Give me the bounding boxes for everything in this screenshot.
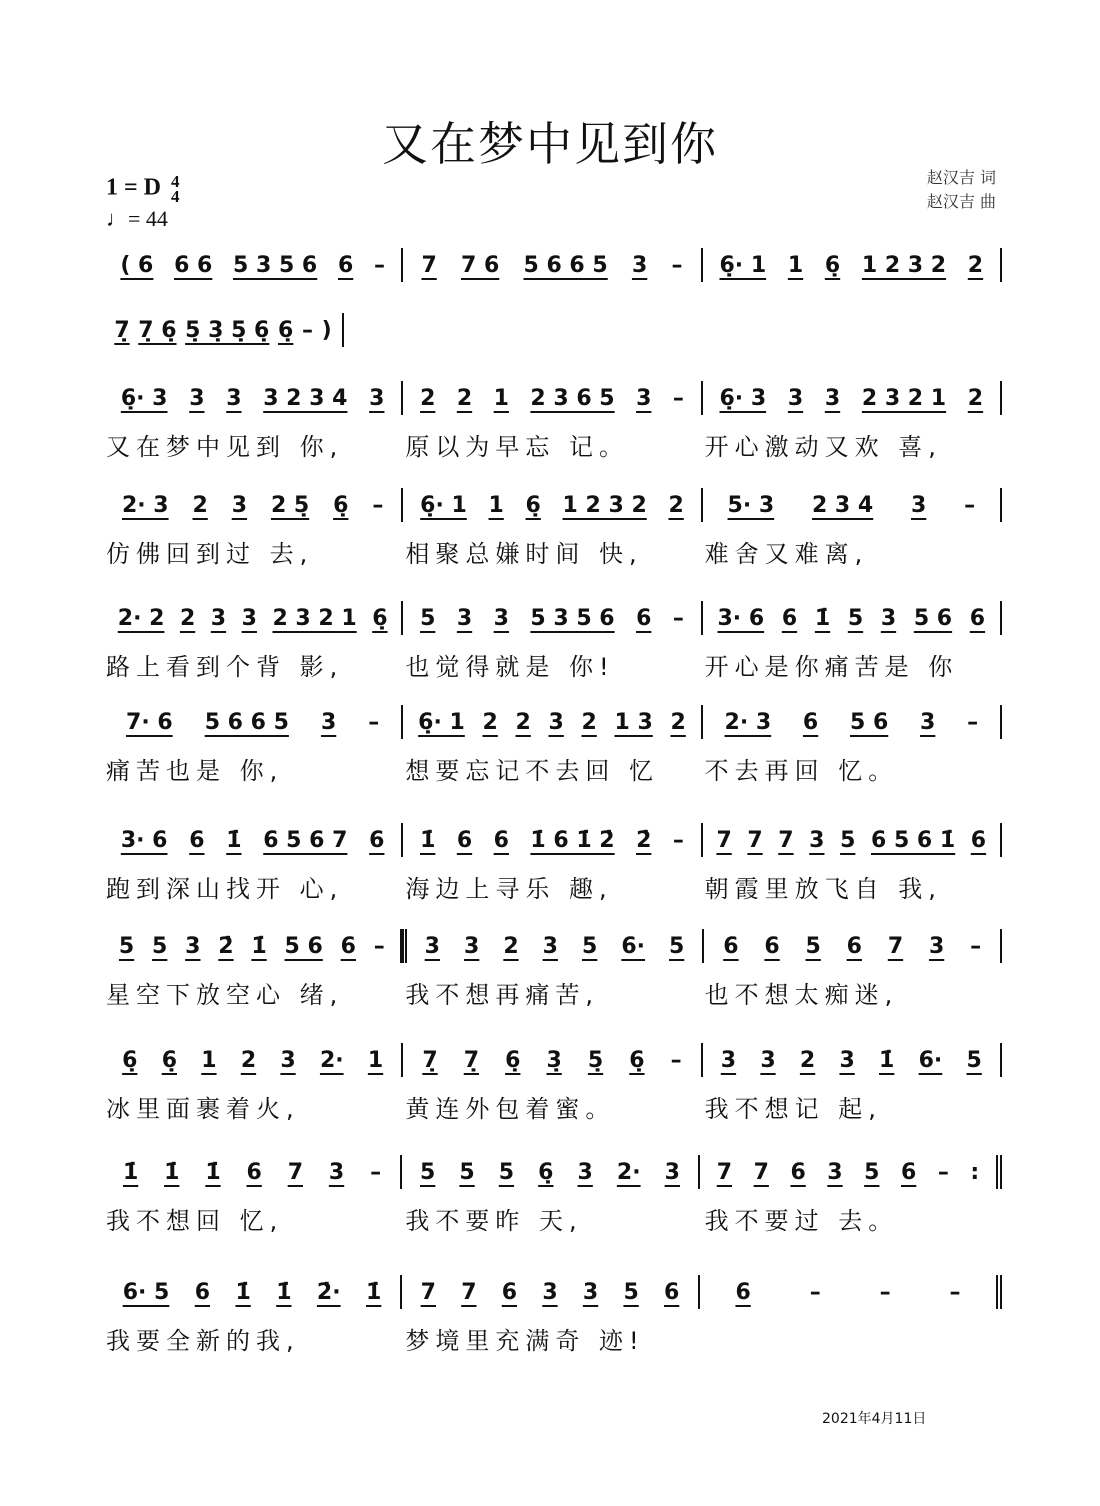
note: –: [672, 605, 684, 631]
note: 7: [887, 933, 904, 959]
note: 7: [287, 1159, 303, 1185]
note: 3: [542, 933, 558, 959]
note: 3: [548, 709, 564, 735]
measure: [403, 705, 702, 739]
note: 3: [241, 605, 257, 631]
lyric-segment: 冰里面裹着火,: [106, 1095, 300, 1123]
note: 2· 2: [117, 605, 165, 631]
note: 1: [493, 385, 509, 411]
note: 5 3 5 6: [530, 605, 615, 631]
note: 6̣: [824, 252, 841, 278]
note: 1̇ 6 1̇ 2̇: [530, 827, 615, 853]
note: 6̣: [278, 317, 294, 343]
lyric-segment: 相聚总嫌时间 快,: [405, 540, 643, 568]
note: 6· 5: [122, 1279, 170, 1305]
note: –: [967, 709, 979, 735]
note: 2̇: [636, 827, 652, 853]
note: 5: [118, 933, 135, 959]
note: 1̇: [365, 1279, 382, 1305]
note: 6: [802, 709, 819, 735]
score-row: [104, 601, 1002, 682]
note: 5: [498, 1159, 515, 1185]
note: 3: [631, 252, 648, 278]
note: 1̇: [235, 1279, 251, 1305]
score-row: [104, 248, 1002, 294]
score-row: [104, 823, 1002, 904]
note: 3: [577, 1159, 593, 1185]
note: 7: [716, 1159, 733, 1185]
measure: [703, 601, 1002, 635]
note: 2· 3: [724, 709, 772, 735]
note: 3: [787, 385, 804, 411]
lyrics-line: [104, 1201, 1002, 1236]
measure: [104, 248, 403, 282]
note: 6: [501, 1279, 518, 1305]
measure: [403, 381, 702, 415]
note: 2: [420, 385, 436, 411]
note: 6: [900, 1159, 917, 1185]
note: 3: [720, 1047, 737, 1073]
lyrics-line: [104, 647, 1002, 682]
note: 3: [824, 385, 841, 411]
note: 2 3 4: [811, 492, 874, 518]
note: –: [672, 827, 684, 853]
note: –: [373, 933, 385, 959]
time-signature: [171, 174, 180, 204]
lyrics-line: [104, 975, 1002, 1010]
note: 7: [421, 252, 437, 278]
measure: [703, 823, 1002, 857]
note: 6: [969, 605, 986, 631]
measure: [104, 823, 403, 857]
note: 5: [459, 1159, 475, 1185]
key-signature: [106, 174, 180, 204]
measure: [402, 1155, 700, 1189]
note: 5: [805, 933, 821, 959]
note: 6̣· 3: [719, 385, 767, 411]
lyrics-line: [104, 1321, 1002, 1356]
lyric-segment: 我不想记 起,: [704, 1095, 882, 1123]
note: 1̇: [276, 1279, 292, 1305]
note: 2: [581, 709, 597, 735]
measure: [403, 1043, 702, 1077]
lyrics-line: [104, 869, 1002, 904]
note: 7: [420, 1279, 436, 1305]
note: –: [879, 1279, 891, 1305]
note: 2 3 2 1: [861, 385, 947, 411]
note: 1: [201, 1047, 217, 1073]
notes-line: [104, 929, 1002, 963]
notes-line: [104, 248, 1002, 282]
note: 1̇: [420, 827, 436, 853]
measure: [703, 705, 1002, 739]
score-row: [104, 929, 1002, 1010]
lyric-segment: 想要忘记不去回 忆: [405, 757, 659, 785]
lyrics-line: [104, 751, 1002, 786]
note: 5: [420, 1159, 436, 1185]
lyric-segment: 我要全新的我,: [106, 1327, 300, 1355]
notes-line: [104, 601, 1002, 635]
note: 3: [493, 605, 509, 631]
lyric-segment: 黄连外包着蜜。: [405, 1095, 616, 1123]
note: 1̇: [226, 827, 242, 853]
note: –: [809, 1279, 821, 1305]
note: 3: [369, 385, 385, 411]
time-signature-top: 4: [171, 172, 180, 191]
notes-line: [104, 1043, 1002, 1077]
score-row: [104, 1043, 1002, 1124]
note: 6̣: [629, 1047, 645, 1073]
notes-line: [104, 823, 1002, 857]
note: 5: [420, 605, 436, 631]
note: 7̣: [422, 1047, 438, 1073]
note: 6: [189, 827, 205, 853]
note: 6 5 6 1̇: [870, 827, 956, 853]
song-title: 又在梦中见到你: [382, 117, 718, 171]
lyric-segment: 仿佛回到过 去,: [106, 540, 314, 568]
lyric-segment: 跑到深山找开 心,: [106, 875, 344, 903]
note: 5 6: [284, 933, 323, 959]
note: 6: [340, 933, 356, 959]
note: 1 3: [614, 709, 653, 735]
note: 3: [928, 933, 945, 959]
note: 3: [920, 709, 936, 735]
note: 3: [839, 1047, 855, 1073]
lyric-segment: 也不想太痴迷,: [704, 981, 899, 1009]
note: 6̣· 1: [719, 252, 767, 278]
note: 2: [192, 492, 208, 518]
note: 3: [280, 1047, 296, 1073]
note: 5: [864, 1159, 880, 1185]
lyric-segment: 路上看到个背 影,: [106, 653, 344, 681]
note: 6: [636, 605, 652, 631]
measure: [104, 1155, 402, 1189]
note: 7̣: [114, 317, 130, 343]
note: 3: [210, 605, 227, 631]
note: 6̣· 1: [418, 709, 465, 735]
measure: [104, 705, 403, 739]
note: 2: [799, 1047, 816, 1073]
note: 1̇: [879, 1047, 895, 1073]
note: 5: [581, 933, 598, 959]
note: 6: [723, 933, 739, 959]
note: 7̣ 6̣: [138, 317, 177, 343]
note: 2·: [319, 1047, 344, 1073]
note: 6̣: [372, 605, 388, 631]
note: 2: [515, 709, 531, 735]
note: 2̇: [218, 933, 234, 959]
note: 2: [456, 385, 473, 411]
note: 5: [840, 827, 856, 853]
note: 3· 6: [120, 827, 168, 853]
note: 1̇: [814, 605, 831, 631]
note: 5 6 6 5: [204, 709, 289, 735]
note: 1̇: [205, 1159, 221, 1185]
note: 6: [493, 827, 509, 853]
note: 3: [880, 605, 897, 631]
note: 6̣: [538, 1159, 554, 1185]
note: 1 2 3 2: [562, 492, 647, 518]
note: –: [970, 933, 982, 959]
note: 6·: [918, 1047, 943, 1073]
note: 6: [194, 1279, 211, 1305]
score-row: [104, 488, 1002, 569]
note: 3: [456, 605, 473, 631]
note: :: [970, 1159, 980, 1185]
note: 3 2 3 4: [263, 385, 348, 411]
measure: [403, 601, 702, 635]
note: 2: [482, 709, 498, 735]
measure: [104, 929, 402, 963]
note: 3: [226, 385, 242, 411]
measure: [703, 488, 1002, 522]
note: 7̣: [463, 1047, 480, 1073]
note: 6̣: [161, 1047, 177, 1073]
note: 6̣: [505, 1047, 521, 1073]
note: 6̣: [122, 1047, 138, 1073]
note: 2: [503, 933, 519, 959]
credits: [927, 166, 996, 214]
note: –: [937, 1159, 949, 1185]
note: 6̣· 1: [420, 492, 467, 518]
note: 7: [778, 827, 794, 853]
note: 6: [337, 252, 354, 278]
note: 5· 3: [727, 492, 775, 518]
note: 1: [488, 492, 504, 518]
measure: [703, 1043, 1002, 1077]
measure: [704, 929, 1002, 963]
lyric-segment: 我不要过 去。: [704, 1207, 899, 1235]
note: 5: [152, 933, 168, 959]
lyrics-line: [104, 1089, 1002, 1124]
note: 2: [668, 492, 684, 518]
measure: [403, 488, 702, 522]
measure: [403, 823, 702, 857]
measure: [703, 248, 1002, 282]
note: –: [964, 492, 976, 518]
note: 2 5̣: [270, 492, 310, 518]
note: 3: [231, 492, 248, 518]
note: 2: [967, 252, 984, 278]
note: 6: [664, 1279, 680, 1305]
note: 3: [464, 933, 480, 959]
note: –: [301, 317, 313, 343]
note: 3: [911, 492, 927, 518]
note: 2: [179, 605, 196, 631]
measure: [104, 601, 403, 635]
time-signature-bottom: 4: [171, 187, 180, 206]
note: 5 3 5 6: [233, 252, 318, 278]
measure: [402, 1275, 700, 1309]
note: –: [672, 385, 684, 411]
note: 3: [189, 385, 205, 411]
note: 6: [246, 1159, 262, 1185]
lyric-segment: 星空下放空心 绪,: [106, 981, 344, 1009]
date: 2021年4月11日: [822, 1411, 927, 1427]
note: 1: [787, 252, 804, 278]
note: 3: [664, 1159, 680, 1185]
note: 6: [970, 827, 987, 853]
note: 7· 6: [126, 709, 173, 735]
note: 5 6: [913, 605, 953, 631]
note: 1̇: [164, 1159, 180, 1185]
note: 3: [424, 933, 440, 959]
lyric-segment: 梦境里充满奇 迹!: [405, 1327, 645, 1355]
score-row: [104, 705, 1002, 786]
measure: [703, 381, 1002, 415]
lyrics-line: [104, 427, 1002, 462]
notes-line: [104, 381, 1002, 415]
note: 3: [809, 827, 825, 853]
lyric-segment: 也觉得就是 你!: [405, 653, 615, 681]
note: 5̣ 3̣ 5̣ 6̣: [185, 317, 270, 343]
note: 3: [827, 1159, 843, 1185]
note: 1̇: [251, 933, 267, 959]
lyric-segment: 我不要昨 天,: [405, 1207, 583, 1235]
note: 6̣: [525, 492, 541, 518]
measure: [402, 929, 705, 963]
lyric-segment: 又在梦中见到 你,: [106, 433, 344, 461]
note: 6: [846, 933, 862, 959]
note: –: [368, 709, 380, 735]
lyric-segment: 不去再回 忆。: [704, 757, 899, 785]
note: 2: [240, 1047, 257, 1073]
note: ( 6: [120, 252, 154, 278]
note: 6·: [621, 933, 645, 959]
note: 2 3 6 5: [530, 385, 615, 411]
note: 3: [760, 1047, 776, 1073]
note: –: [372, 492, 384, 518]
note: 6: [456, 827, 473, 853]
lyric-segment: 我不想再痛苦,: [405, 981, 599, 1009]
note: 5: [966, 1047, 982, 1073]
note: 2̇·: [316, 1279, 341, 1305]
notes-line: [104, 1275, 1002, 1309]
note: 2: [967, 385, 984, 411]
note: 6: [369, 827, 385, 853]
measure: [104, 1043, 403, 1077]
note: 3̣: [546, 1047, 562, 1073]
measure: [104, 381, 403, 415]
note: 6: [790, 1159, 806, 1185]
notes-line: [104, 313, 344, 347]
notes-line: [104, 705, 1002, 739]
lyrics-line: [104, 534, 1002, 569]
note: –: [670, 1047, 682, 1073]
note: –: [370, 1159, 382, 1185]
score-row: [104, 1155, 1002, 1236]
lyric-segment: 难舍又难离,: [704, 540, 869, 568]
note: 1 2 3 2: [861, 252, 947, 278]
note: ): [321, 317, 332, 343]
note: 6 6: [174, 252, 213, 278]
note: 6 5 6 7: [263, 827, 348, 853]
lyric-segment: 我不想回 忆,: [106, 1207, 284, 1235]
note: 5 6: [849, 709, 889, 735]
note: 3: [582, 1279, 599, 1305]
lyric-segment: 开心激动又欢 喜,: [704, 433, 942, 461]
measure: [104, 488, 403, 522]
note: 1̇: [122, 1159, 139, 1185]
note: 7: [716, 827, 732, 853]
score-row: [104, 313, 344, 359]
measure: [700, 1155, 1002, 1189]
measure: [104, 1275, 402, 1309]
measure: [700, 1275, 1002, 1309]
note: 7: [461, 1279, 477, 1305]
score-row: [104, 381, 1002, 462]
lyric-segment: 原以为早忘 记。: [405, 433, 629, 461]
note: 7 6: [460, 252, 500, 278]
lyric-segment: 开心是你痛苦是 你: [704, 653, 959, 681]
lyric-segment: 朝霞里放飞自 我,: [704, 875, 942, 903]
note: 5 6 6 5: [523, 252, 608, 278]
note: 6: [735, 1279, 751, 1305]
tempo-marking: ♩= 44: [106, 206, 168, 231]
note: 5: [623, 1279, 639, 1305]
key-label: 1 = D: [106, 174, 162, 201]
measure: [104, 313, 344, 347]
lyric-segment: 痛苦也是 你,: [106, 757, 284, 785]
notes-line: [104, 1155, 1002, 1189]
note: 3: [636, 385, 652, 411]
composer-credit: 赵汉吉 曲: [926, 192, 996, 211]
score-row: [104, 1275, 1002, 1356]
note: 3: [328, 1159, 345, 1185]
note: 7: [747, 827, 763, 853]
notes-line: [104, 488, 1002, 522]
note: 5: [847, 605, 864, 631]
lyric-segment: [703, 1321, 1002, 1356]
note: –: [949, 1279, 961, 1305]
note: 5: [669, 933, 685, 959]
note: 6̣: [333, 492, 349, 518]
note: 6̣· 3: [120, 385, 168, 411]
note: 6: [764, 933, 780, 959]
lyric-segment: 海边上寻乐 趣,: [405, 875, 613, 903]
note: 2· 3: [121, 492, 169, 518]
note: 3· 6: [717, 605, 765, 631]
note: 3: [185, 933, 201, 959]
note: 3: [320, 709, 337, 735]
note: 6: [781, 605, 798, 631]
note: 7: [753, 1159, 769, 1185]
note: 3: [542, 1279, 558, 1305]
lyricist-credit: 赵汉吉 词: [926, 168, 996, 187]
note: 2: [670, 709, 686, 735]
note: –: [373, 252, 385, 278]
note: 5̣: [587, 1047, 604, 1073]
note: 2 3 2 1: [272, 605, 357, 631]
note: 2·: [616, 1159, 641, 1185]
note: –: [671, 252, 683, 278]
measure: [403, 248, 702, 282]
note: 1: [367, 1047, 384, 1073]
